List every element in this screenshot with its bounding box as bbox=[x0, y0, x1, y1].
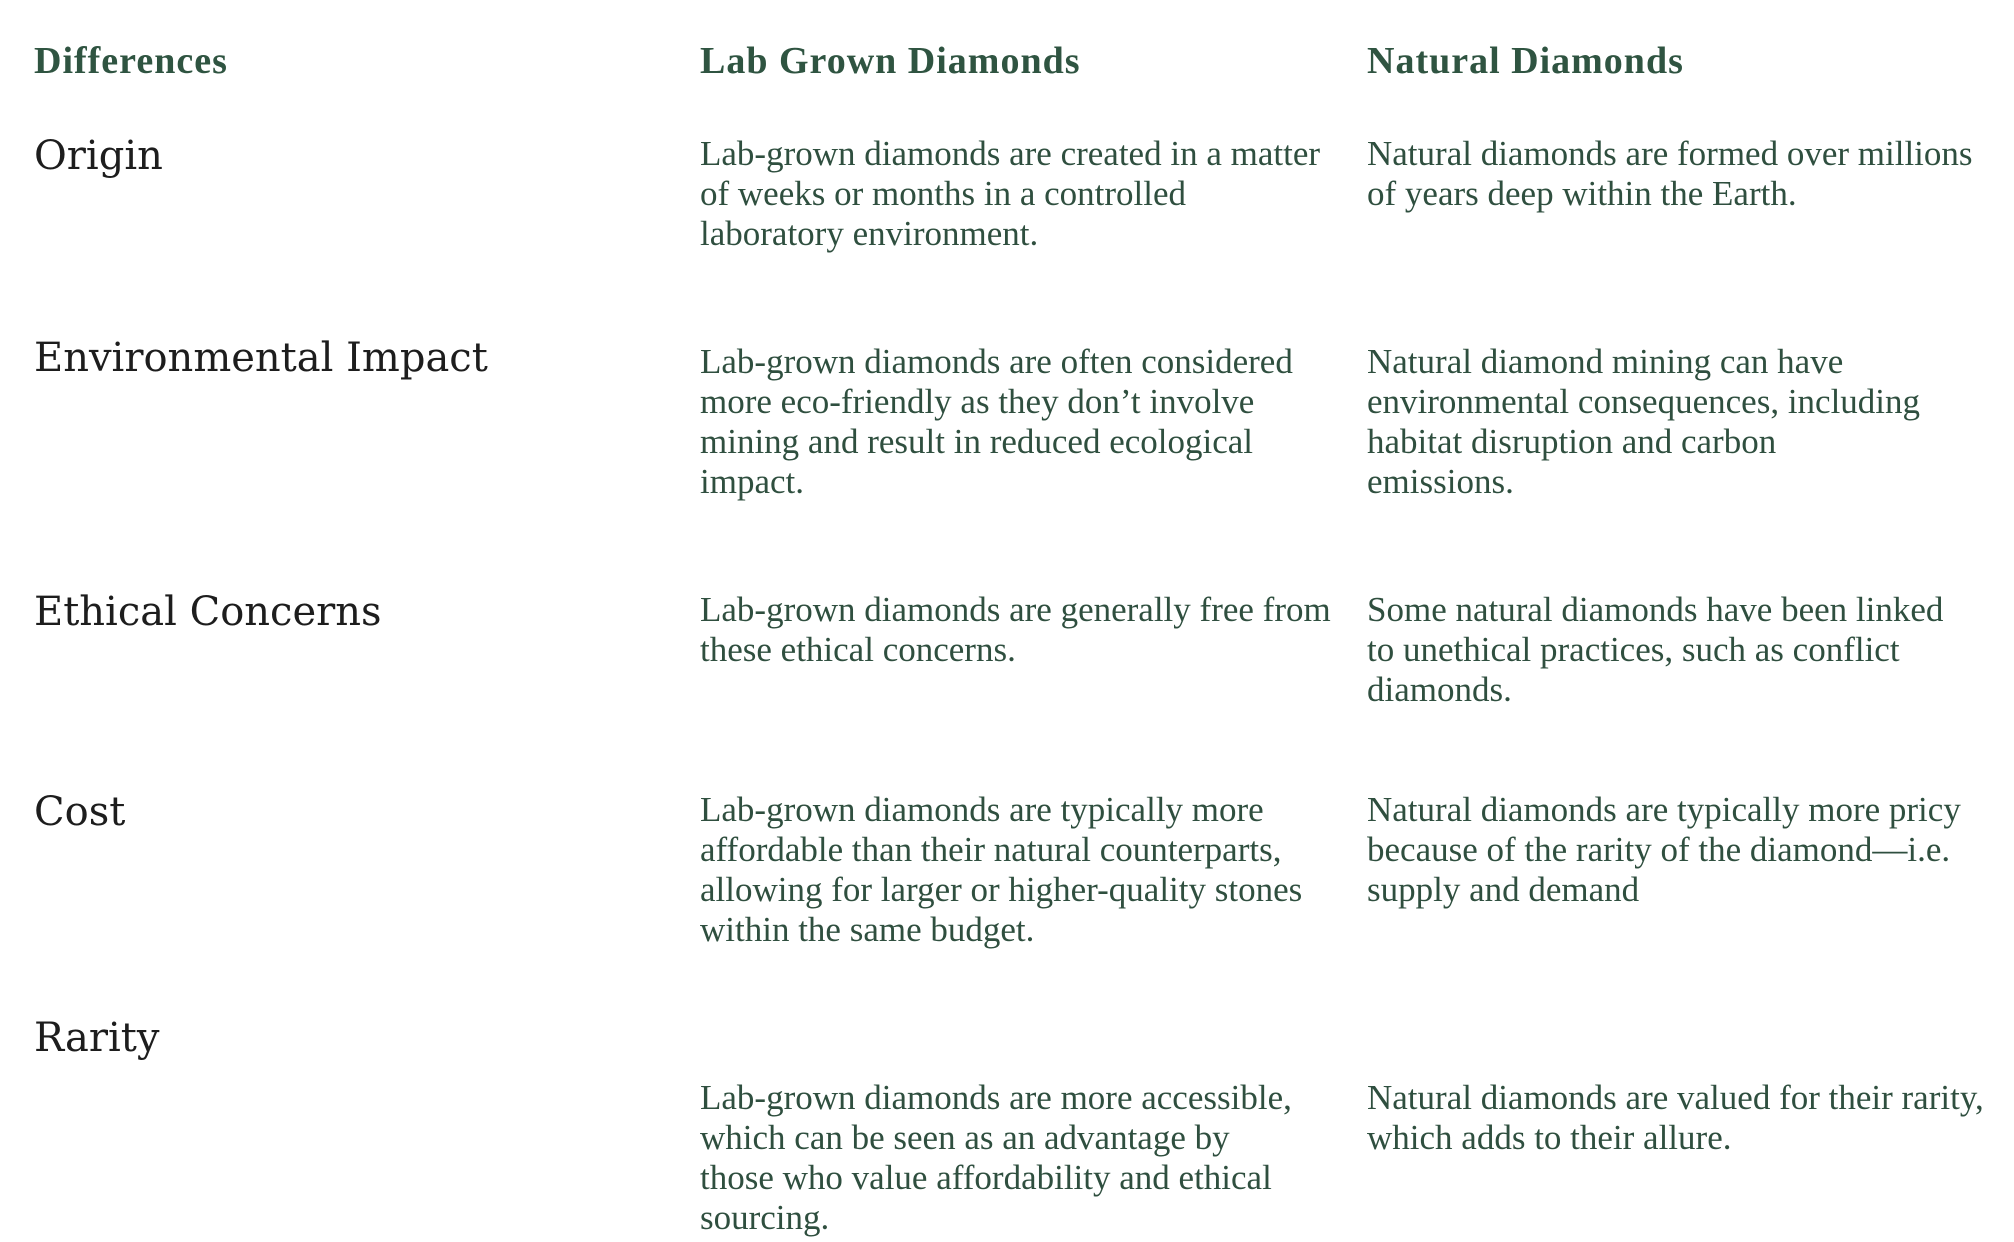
header-lab-grown: Lab Grown Diamonds bbox=[700, 40, 1081, 82]
cell-ethical-natural: Some natural diamonds have been linked to unethical practices, such as conflict diamonds. bbox=[1367, 590, 1944, 709]
cell-origin-natural: Natural diamonds are formed over millions of years deep within the Earth. bbox=[1367, 134, 1973, 213]
row-label-rarity: Rarity bbox=[34, 1015, 160, 1061]
row-label-ethical-concerns: Ethical Concerns bbox=[34, 589, 382, 635]
row-label-origin: Origin bbox=[34, 133, 163, 179]
row-label-cost: Cost bbox=[34, 789, 126, 835]
cell-environmental-natural: Natural diamond mining can have environmental consequences, including habitat disruption and carbon emissions. bbox=[1367, 342, 1921, 501]
cell-environmental-lab: Lab-grown diamonds are often considered more eco-friendly as they don’t involve mining and result in reduced ecological impact. bbox=[700, 342, 1293, 501]
header-natural: Natural Diamonds bbox=[1367, 40, 1684, 82]
cell-cost-lab: Lab-grown diamonds are typically more affordable than their natural counterparts, allowing for larger or higher-quality stones within the same budget. bbox=[700, 790, 1303, 949]
cell-origin-lab: Lab-grown diamonds are created in a matter of weeks or months in a controlled laboratory environment. bbox=[700, 134, 1321, 253]
cell-rarity-lab: Lab-grown diamonds are more accessible, which can be seen as an advantage by those who value affordability and ethical sourcing. bbox=[700, 1078, 1292, 1237]
cell-cost-natural: Natural diamonds are typically more pricy because of the rarity of the diamond—i.e. supply and demand bbox=[1367, 790, 1961, 909]
cell-ethical-lab: Lab-grown diamonds are generally free from these ethical concerns. bbox=[700, 590, 1331, 669]
cell-rarity-natural: Natural diamonds are valued for their rarity, which adds to their allure. bbox=[1367, 1078, 1984, 1157]
header-differences: Differences bbox=[34, 40, 228, 82]
row-label-environmental-impact: Environmental Impact bbox=[34, 335, 488, 381]
